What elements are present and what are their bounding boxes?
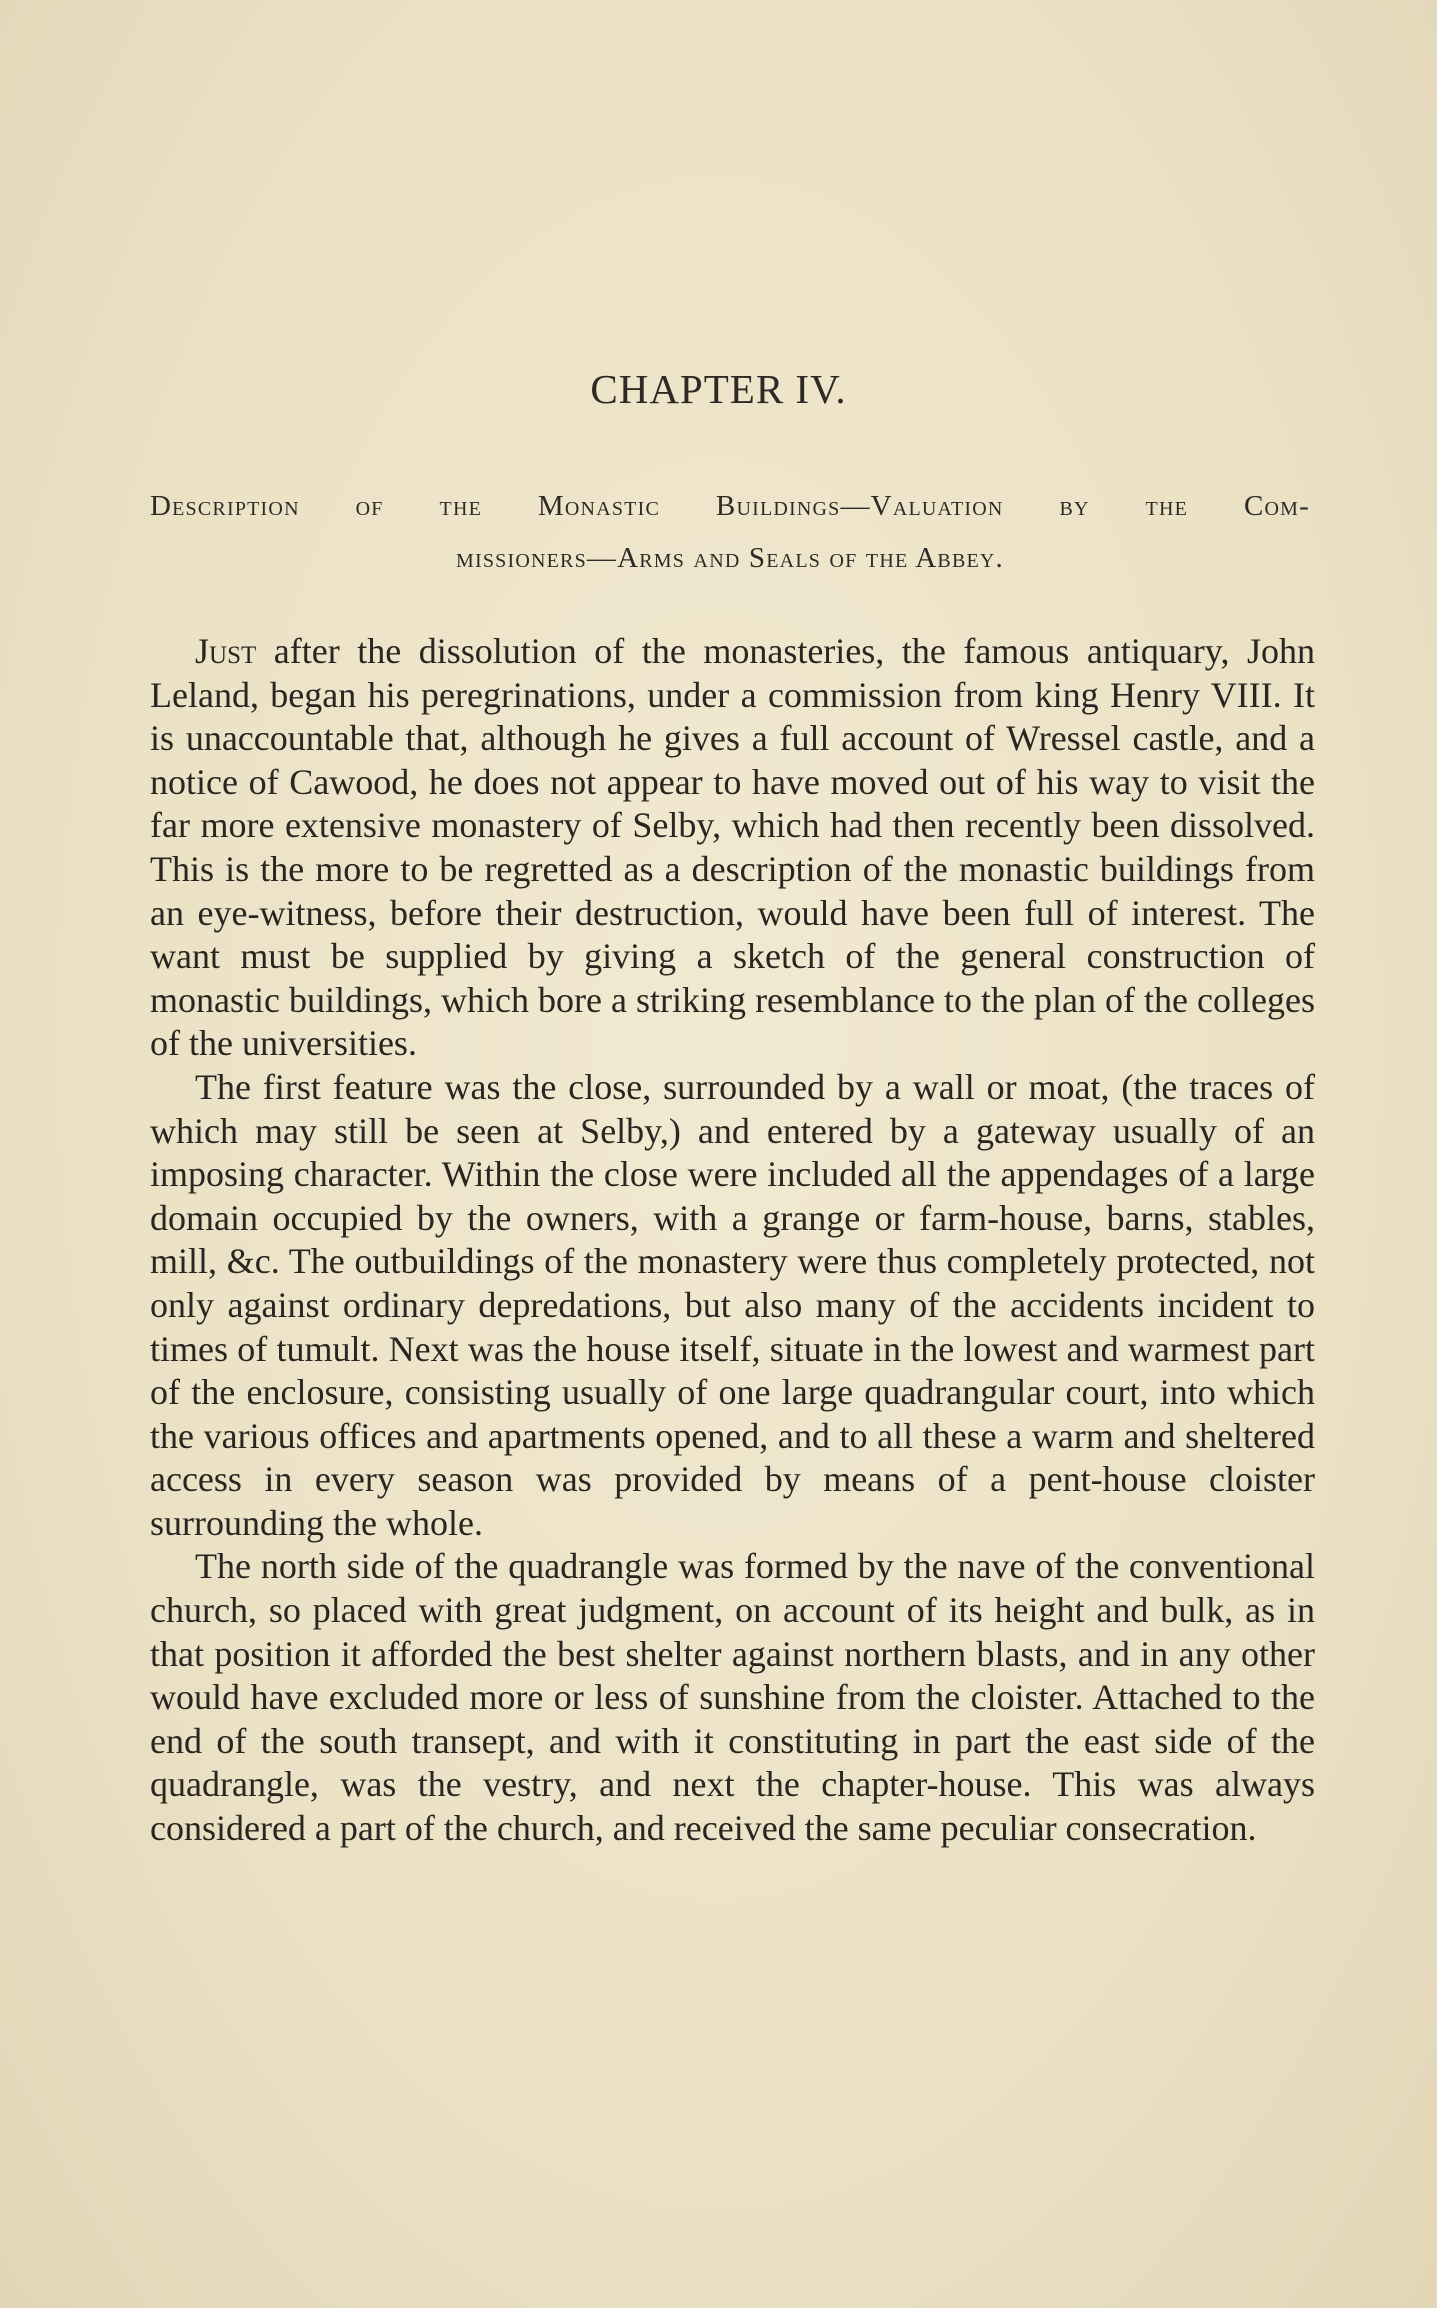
paragraph-1-lead: Just	[195, 631, 257, 671]
paragraph-2: The first feature was the close, surrounded by a wall or moat, (the traces of which may still be seen at Selby,) and entered by a gateway usually of an imposing character. Within the close were included all the appendages of a large domain occupied by the owners, with a grange or farm-house, barns, stables, mill, &c. The outbuildings of the monastery were thus completely protected, not only against ordinary depredations, but also many of the accidents incident to times of tumult. Next was the house itself, situate in the lowest and warmest part of the enclosure, consisting usually of one large quadrangular court, into which the various offices and apartments opened, and to all these a warm and sheltered access in every season was provided by means of a pent-house cloister surrounding the whole.	[150, 1066, 1315, 1543]
paragraph-1	[150, 630, 1315, 1066]
chapter-description-line-1: Description of the Monastic Buildings—Valuation by the Com-	[150, 490, 1310, 522]
paragraph-1-text: after the dissolution of the monasteries, the famous antiquary, John Leland, began his peregrinations, under a commission from king Henry VIII. It is unaccountable that, although he gives a full account of Wressel castle, and a notice of Cawood, he does not appear to have moved out of his way to visit the far more extensive monastery of Selby, which had then recently been dissolved. This is the more to be regretted as a description of the monastic buildings from an eye-witness, before their destruction, would have been full of interest. The want must be supplied by giving a sketch of the general construction of monastic buildings, which bore a striking resemblance to the plan of the colleges of the universities.	[150, 631, 1315, 1064]
chapter-description	[150, 480, 1310, 584]
chapter-title: CHAPTER IV.	[590, 366, 847, 412]
paragraph-3: The north side of the quadrangle was formed by the nave of the conventional church, so placed with great judgment, on account of its height and bulk, as in that position it afforded the best shelter against northern blasts, and in any other would have excluded more or less of sunshine from the cloister. Attached to the end of the south transept, and with it constituting in part the east side of the quadrangle, was the vestry, and next the chapter-house. This was always considered a part of the church, and received the same peculiar consecration.	[150, 1546, 1315, 1849]
body-text	[150, 630, 1315, 1851]
chapter-description-line-2: missioners—Arms and Seals of the Abbey.	[456, 542, 1004, 574]
